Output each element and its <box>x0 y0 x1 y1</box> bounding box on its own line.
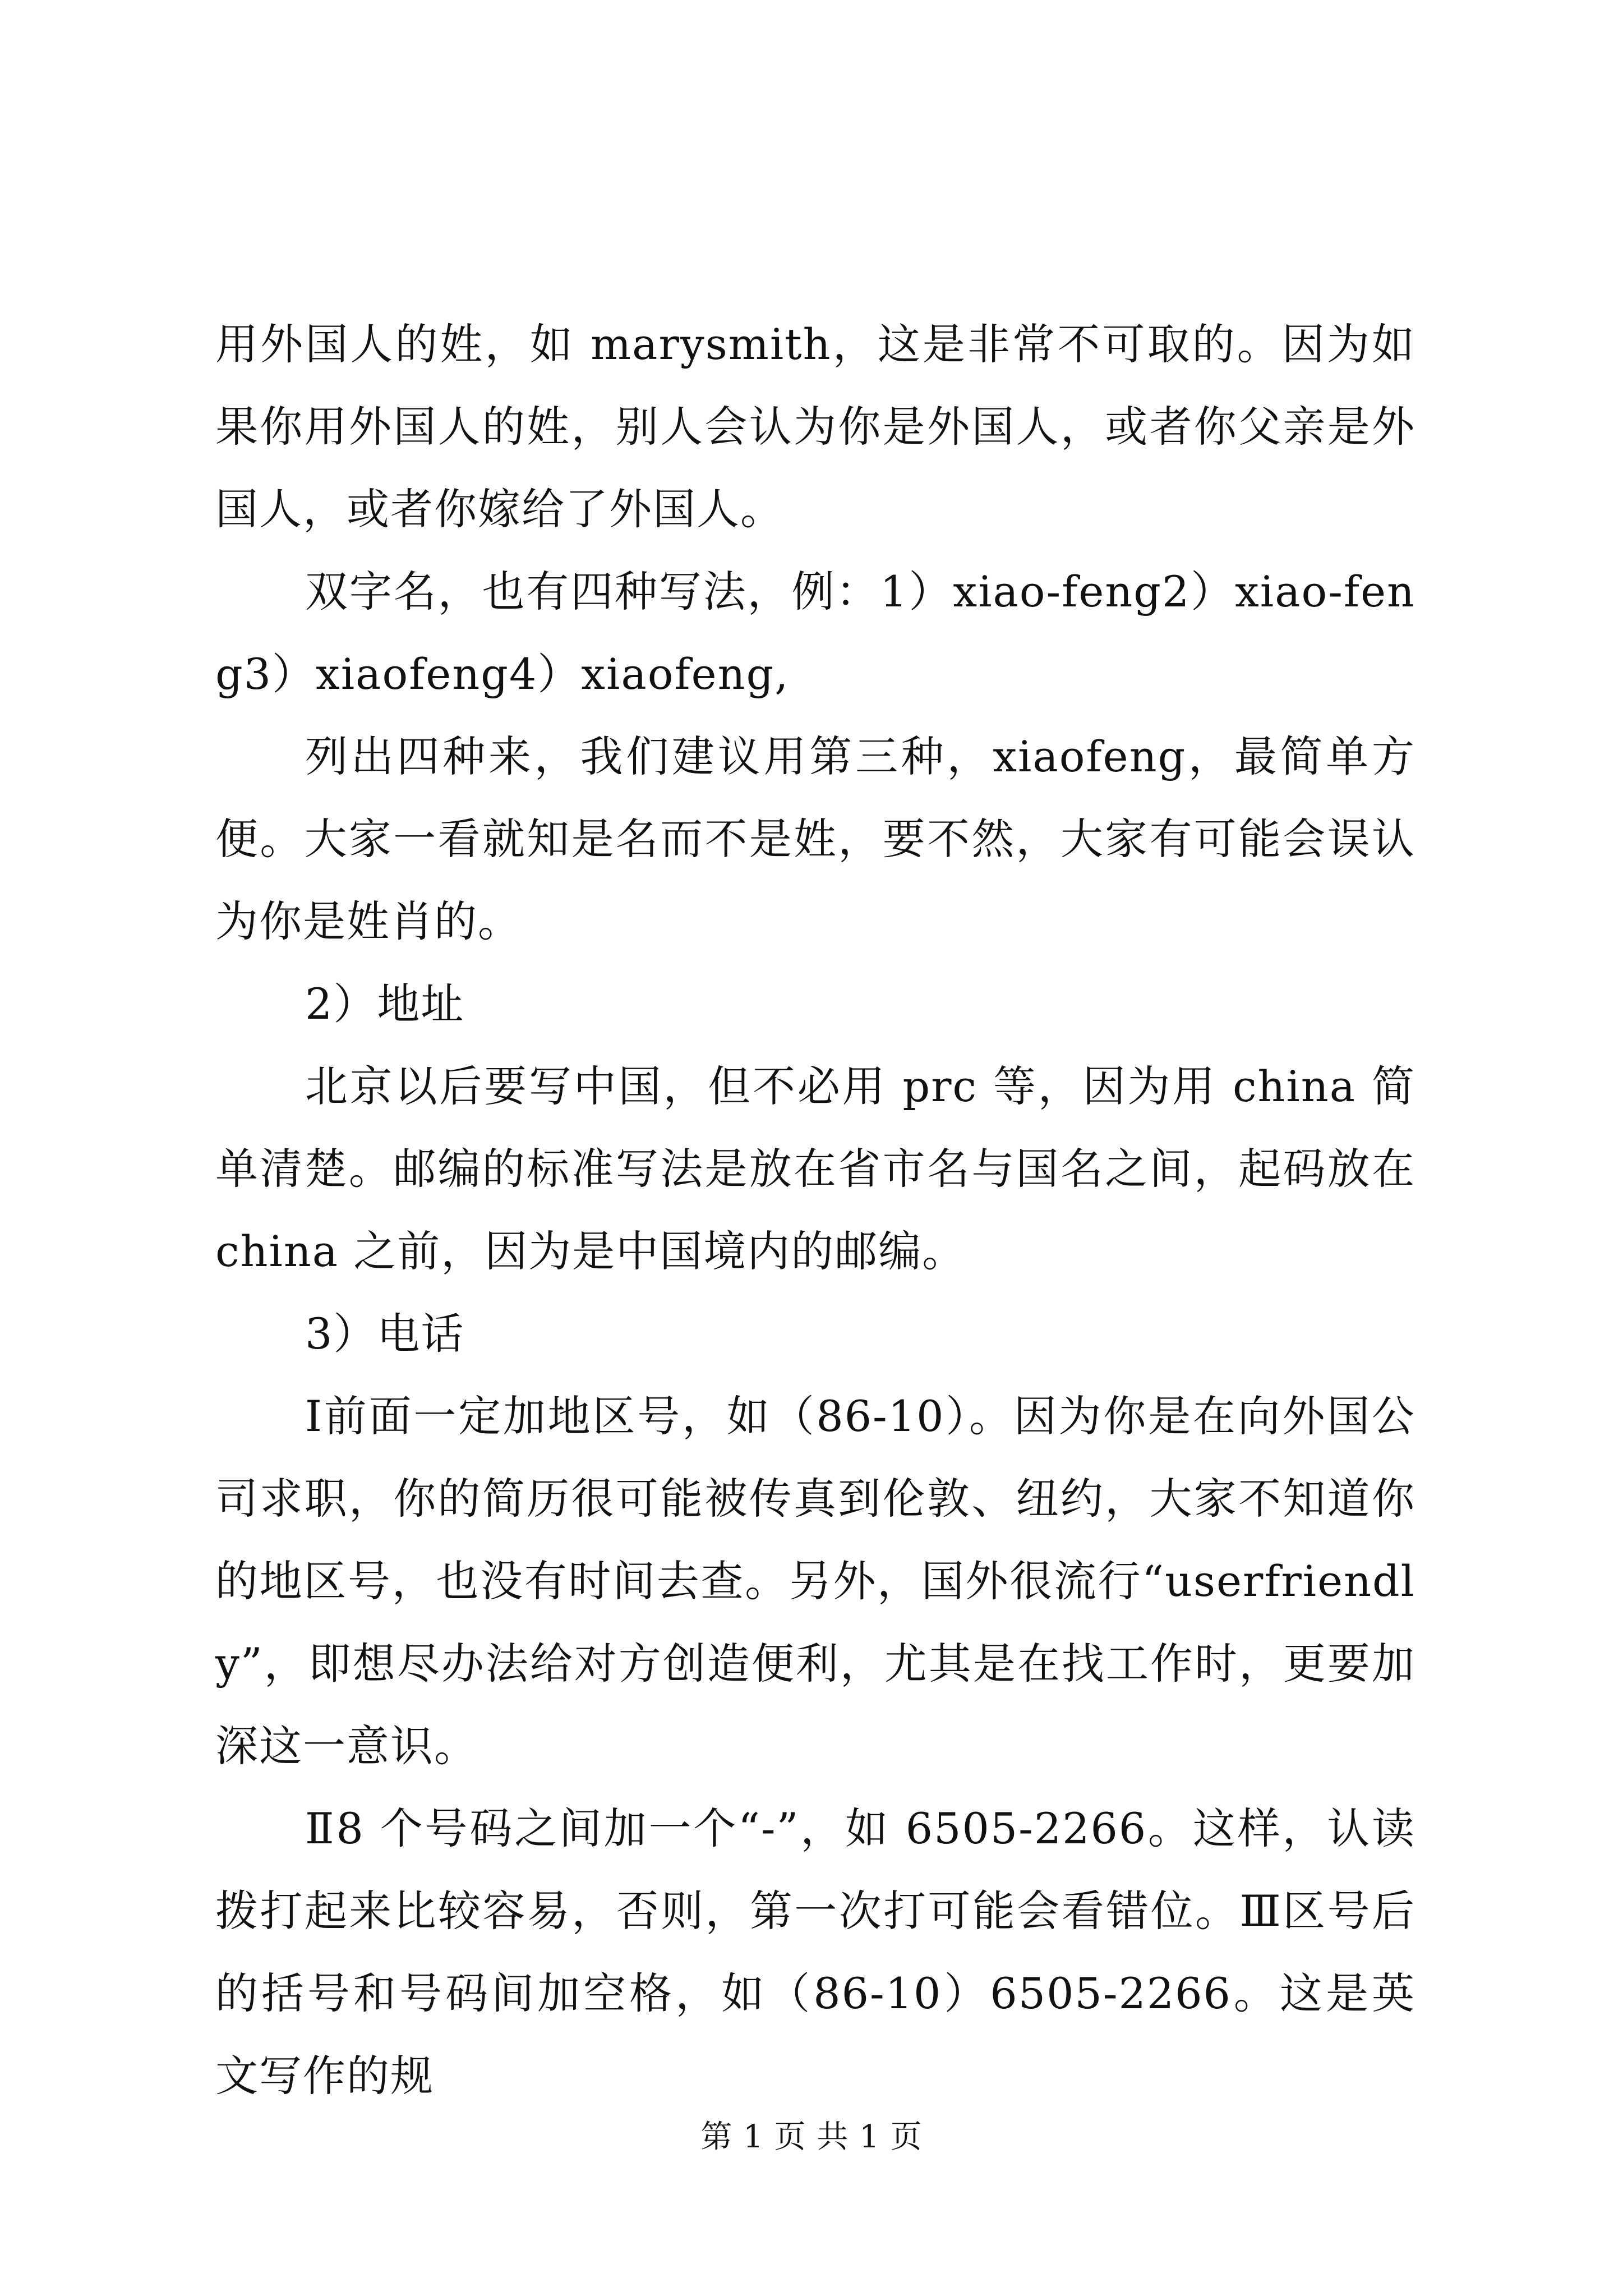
paragraph-double-name: 双字名，也有四种写法，例：1）xiao-feng2）xiao-feng3）xiaofeng4）xiaofeng, <box>215 567 1415 699</box>
paragraph-recommendation: 列出四种来，我们建议用第三种，xiaofeng，最简单方便。大家一看就知是名而不是姓，要不然，大家有可能会误认为你是姓肖的。 <box>215 731 1415 946</box>
paragraph-phone-area-code: Ⅰ前面一定加地区号，如（86-10）。因为你是在向外国公司求职，你的简历很可能被传真到伦敦、纽约，大家不知道你的地区号，也没有时间去查。另外，国外很流行“userfriendly”，即想尽办法给对方创造便利，尤其是在找工作时，更要加深这一意识。 <box>215 1391 1415 1771</box>
paragraph-address: 北京以后要写中国，但不必用 prc 等，因为用 china 简单清楚。邮编的标准写法是放在省市名与国名之间，起码放在 china 之前，因为是中国境内的邮编。 <box>215 1061 1415 1276</box>
document-body <box>215 303 1415 2117</box>
paragraph-surname: 用外国人的姓，如 marysmith，这是非常不可取的。因为如果你用外国人的姓，别人会认为你是外国人，或者你父亲是外国人，或者你嫁给了外国人。 <box>215 319 1415 534</box>
page-footer: 第 1 页 共 1 页 <box>700 2119 923 2155</box>
heading-phone: 3）电话 <box>305 1309 465 1359</box>
paragraph-phone-format: Ⅱ8 个号码之间加一个“-”，如 6505-2266。这样，认读拨打起来比较容易，否则，第一次打可能会看错位。Ⅲ区号后的括号和号码间加空格，如（86-10）6505-2266。这是英文写作的规 <box>215 1803 1415 2101</box>
heading-address: 2）地址 <box>305 979 465 1029</box>
